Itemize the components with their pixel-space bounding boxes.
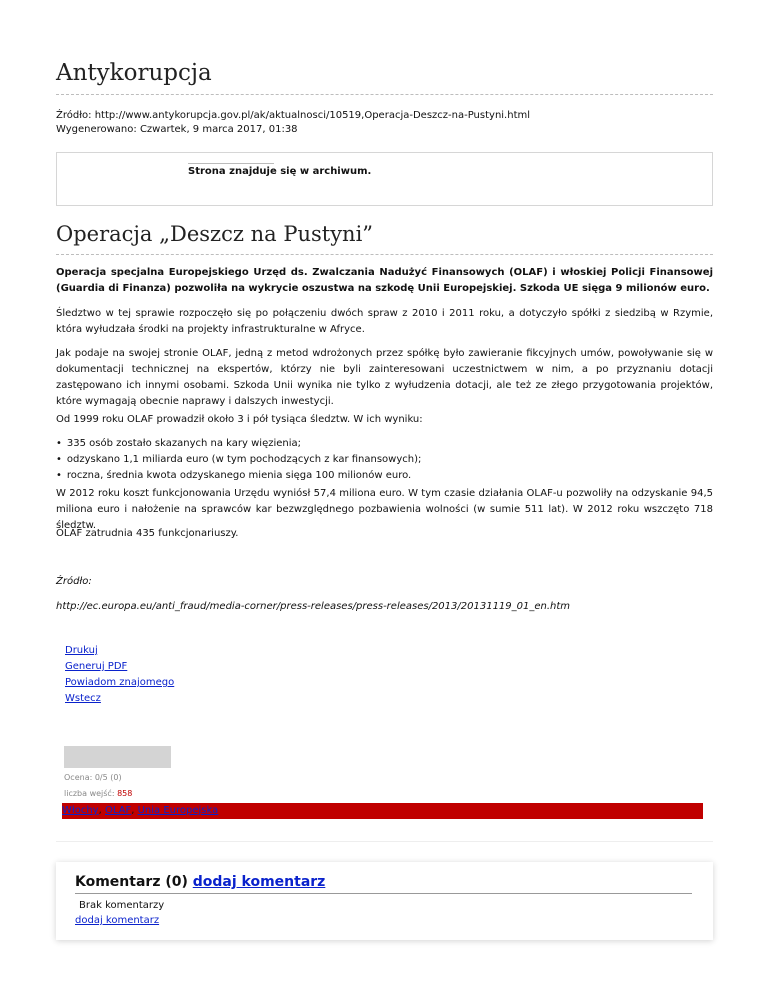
rating-widget[interactable]	[64, 746, 171, 768]
comments-panel	[56, 862, 713, 940]
source-url-text: Źródło: http://www.antykorupcja.gov.pl/ak/aktualnosci/10519,Operacja-Deszcz-na-Pustyni.html	[56, 110, 531, 121]
add-comment-link[interactable]: dodaj komentarz	[192, 874, 326, 890]
visits-label: liczba wejść:	[64, 789, 115, 798]
paragraph: Śledztwo w tej sprawie rozpoczęło się po połączeniu dwóch spraw z 2010 i 2011 roku, a dotyczyło spółki z siedzibą w Rzymie, która wyłudzała środki na projekty infrastrukturalne w Afryce.	[56, 308, 713, 335]
tags-bar: Włochy, OLAF, Unia Europejska	[62, 803, 703, 819]
comments-title: Komentarz (0)	[75, 874, 188, 890]
divider	[56, 254, 713, 255]
comments-rule	[75, 893, 692, 894]
source-label: Źródło:	[56, 576, 92, 587]
print-link[interactable]: Drukuj	[65, 645, 98, 656]
paragraph: OLAF zatrudnia 435 funkcjonariuszy.	[56, 528, 239, 539]
archive-notice: Strona znajduje się w archiwum.	[188, 166, 372, 177]
generate-pdf-link[interactable]: Generuj PDF	[65, 661, 128, 672]
archive-notice-box	[56, 152, 713, 206]
article-actions	[65, 643, 174, 707]
archive-rule	[188, 163, 274, 164]
paragraph: Od 1999 roku OLAF prowadził około 3 i pół tysiąca śledztw. W ich wyniku:	[56, 414, 423, 425]
divider	[56, 94, 713, 95]
no-comments-text: Brak komentarzy	[79, 900, 165, 911]
paragraph: W 2012 roku koszt funkcjonowania Urzędu wyniósł 57,4 miliona euro. W tym czasie działania OLAF-u pozwoliły na odzyskanie 94,5 miliona euro i nałożenie na sprawców kar bezwzględnego pozbawienia wolności (w sumie 511 lat). W 2012 roku wszczęto 718 śledztw.	[56, 488, 713, 531]
article-lead: Operacja specjalna Europejskiego Urzęd ds. Zwalczania Nadużyć Finansowych (OLAF) i włoskiej Policji Finansowej (Guardia di Finanza) pozwoliła na wykrycie oszustwa na szkodę Unii Europejskiej. Szkoda UE sięga 9 milionów euro.	[56, 267, 713, 294]
tag-link[interactable]: Włochy	[62, 805, 99, 816]
generated-date: Wygenerowano: Czwartek, 9 marca 2017, 01:38	[56, 124, 298, 135]
tag-link[interactable]: Unia Europejska	[137, 805, 219, 816]
visit-counter	[64, 786, 132, 802]
visits-count: 858	[117, 789, 133, 798]
list-item: • roczna, średnia kwota odzyskanego mienia sięga 100 milionów euro.	[56, 468, 421, 484]
source-link: http://ec.europa.eu/anti_fraud/media-corner/press-releases/press-releases/2013/20131119_01_en.htm	[56, 601, 571, 612]
notify-friend-link[interactable]: Powiadom znajomego	[65, 677, 175, 688]
bullet-list	[56, 436, 421, 484]
list-item: • odzyskano 1,1 miliarda euro (w tym pochodzących z kar finansowych);	[56, 452, 421, 468]
site-title: Antykorupcja	[56, 60, 212, 86]
paragraph: Jak podaje na swojej stronie OLAF, jedną z metod wdrożonych przez spółkę było zawieranie fikcyjnych umów, powoływanie się w dokumentacji technicznej na ekspertów, którzy nie byli zainteresowani uczestnictwem w nim, a po przyznaniu dotacji zastępowano ich innymi osobami. Szkoda Unii wynika nie tylko z wyłudzenia dotacji, ale też ze złego przygotowania projektów, które wymagają obecnie naprawy i dalszych inwestycji.	[56, 348, 713, 407]
rating-info	[64, 770, 132, 802]
tag-link[interactable]: OLAF	[104, 805, 132, 816]
list-item: • 335 osób zostało skazanych na kary więzienia;	[56, 436, 421, 452]
rating-score: Ocena: 0/5 (0)	[64, 773, 122, 782]
comments-heading	[75, 874, 325, 890]
back-link[interactable]: Wstecz	[65, 693, 101, 704]
add-comment-link-bottom[interactable]: dodaj komentarz	[75, 915, 160, 926]
divider	[56, 841, 713, 842]
article-title: Operacja „Deszcz na Pustyni”	[56, 222, 374, 246]
